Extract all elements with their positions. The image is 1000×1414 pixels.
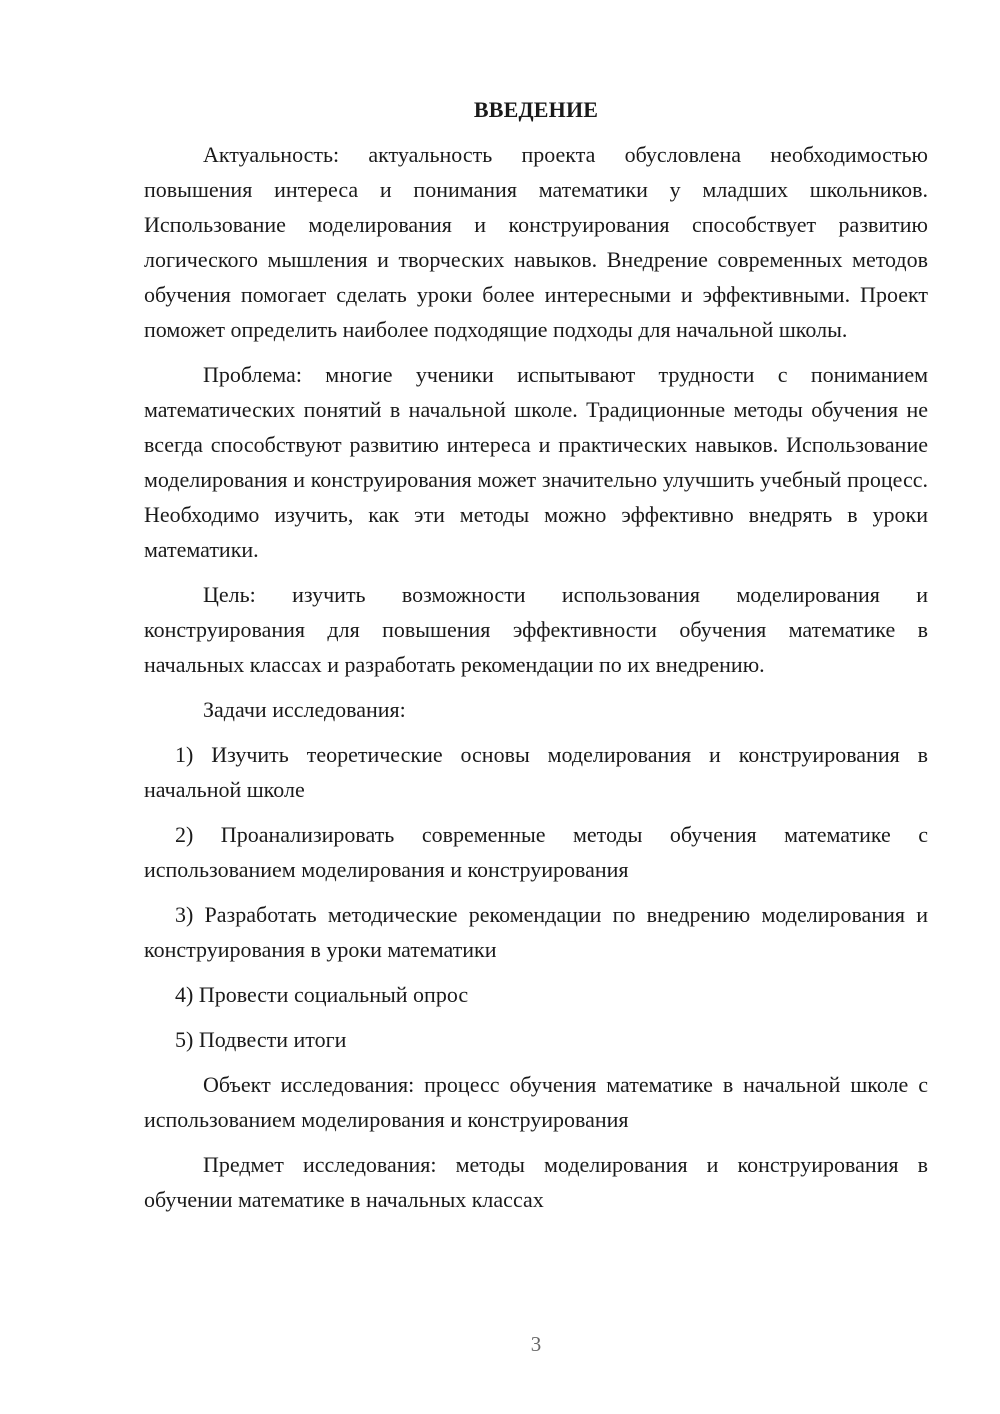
problem-paragraph: Проблема: многие ученики испытывают трудности с пониманием математических понятий в начальной школе. Традиционные методы обучения не всегда способствуют развитию интереса и практических навыков. Использование моделирования и конструирования может значительно улучшить учебный процесс. Необходимо изучить, как эти методы можно эффективно внедрять в уроки математики. bbox=[144, 362, 928, 562]
section-title: ВВЕДЕНИЕ bbox=[473, 97, 599, 122]
task-item-2: 2) Проанализировать современные методы обучения математике с использованием моделирования и конструирования bbox=[144, 822, 928, 882]
task-item-1: 1) Изучить теоретические основы моделирования и конструирования в начальной школе bbox=[144, 742, 928, 802]
tasks-list bbox=[144, 737, 928, 1057]
goal-paragraph: Цель: изучить возможности использования моделирования и конструирования для повышения эффективности обучения математике в начальных классах и разработать рекомендации по их внедрению. bbox=[144, 582, 928, 677]
object-paragraph: Объект исследования: процесс обучения математике в начальной школе с использованием моделирования и конструирования bbox=[144, 1072, 928, 1132]
tasks-heading: Задачи исследования: bbox=[203, 697, 406, 722]
task-item-3: 3) Разработать методические рекомендации по внедрению моделирования и конструирования в уроки математики bbox=[144, 902, 928, 962]
relevance-paragraph: Актуальность: актуальность проекта обусловлена необходимостью повышения интереса и понимания математики у младших школьников. Использование моделирования и конструирования способствует развитию логического мышления и творческих навыков. Внедрение современных методов обучения помогает сделать уроки более интересными и эффективными. Проект поможет определить наиболее подходящие подходы для начальной школы. bbox=[144, 142, 928, 342]
page-number: 3 bbox=[530, 1332, 542, 1356]
task-item-5: 5) Подвести итоги bbox=[175, 1027, 347, 1052]
subject-paragraph: Предмет исследования: методы моделирования и конструирования в обучении математике в начальных классах bbox=[144, 1152, 928, 1212]
task-item-4: 4) Провести социальный опрос bbox=[175, 982, 469, 1007]
page-content bbox=[144, 92, 928, 1227]
